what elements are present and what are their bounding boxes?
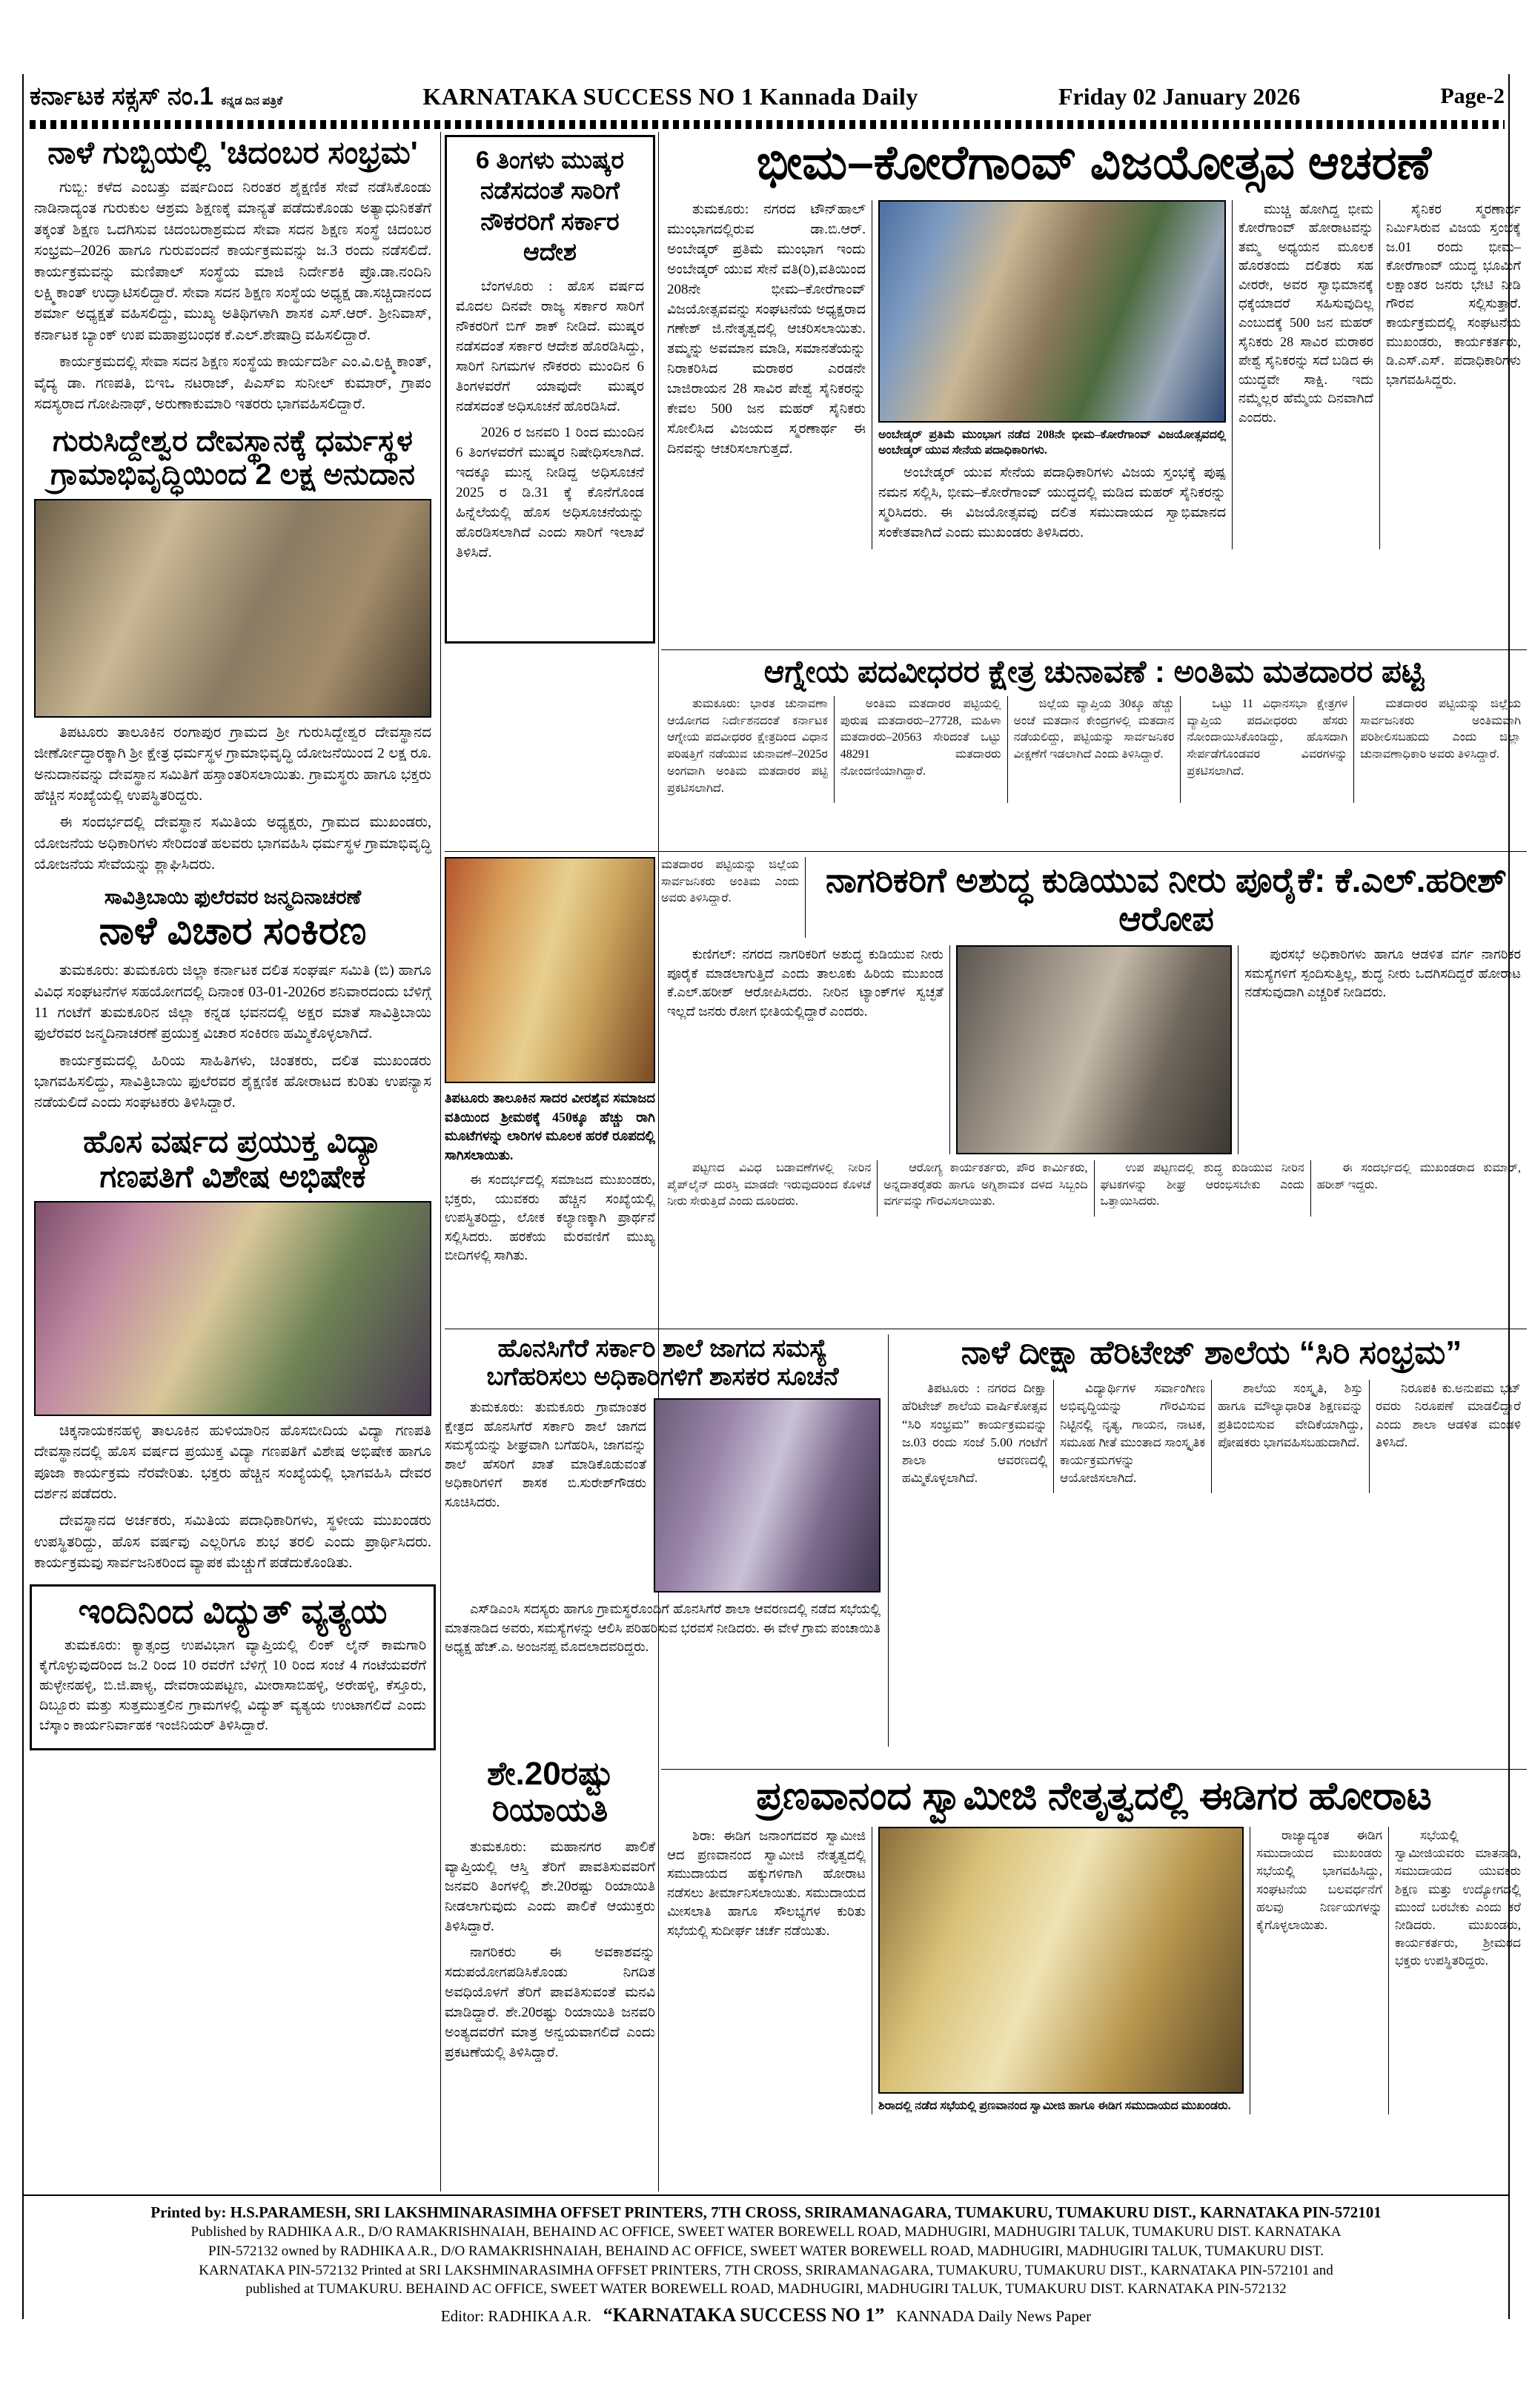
deeksha-col4 — [1369, 1380, 1527, 1493]
honasigere-col2 — [445, 1600, 881, 1657]
agneya-col2 — [834, 696, 1007, 803]
water-bcol3 — [1094, 1160, 1310, 1217]
imprint-footer — [22, 2194, 1510, 2328]
article-transport-strike — [445, 135, 655, 644]
paragraph: ಜಿಲ್ಲೆಯ ವ್ಯಾಪ್ತಿಯ 30ಕ್ಕೂ ಹೆಚ್ಚು ಅಂಚೆ ಮತದಾನ ಕೇಂದ್ರಗಳಲ್ಲಿ ಮತದಾನ ನಡೆಯಲಿದ್ದು, ಪಟ್ಟಿಯನ್ನು ಸಾರ್ವಜನಿಕರ ವೀಕ್ಷಣೆಗೆ ಇಡಲಾಗಿದೆ ಎಂದು ತಿಳಿಸಿದ್ದಾರೆ. — [1013, 698, 1175, 761]
body-ragi-offering — [445, 1089, 655, 1266]
section-rule-1 — [661, 649, 1527, 650]
paragraph: ಮತದಾರರ ಪಟ್ಟಿಯನ್ನು ಜಿಲ್ಲೆಯ ಸಾರ್ವಜನಿಕರು ಅಂತಿಮ ಎಂದು ಅವರು ತಿಳಿಸಿದ್ದಾರೆ. — [661, 859, 799, 905]
bhima-col1 — [661, 200, 872, 549]
agneya-columns — [661, 696, 1527, 803]
paragraph: ತಿಪಟೂರು ತಾಲೂಕಿನ ರಂಗಾಪುರ ಗ್ರಾಮದ ಶ್ರೀ ಗುರುಸಿದ್ದೇಶ್ವರ ದೇವಸ್ಥಾನದ ಜೀರ್ಣೋದ್ಧಾರಕ್ಕಾಗಿ ಶ್ರೀ ಕ್ಷೇತ್ರ ಧರ್ಮಸ್ಥಳ ಗ್ರಾಮಾಭಿವೃದ್ಧಿ ಯೋಜನೆಯಿಂದ 2 ಲಕ್ಷ ರೂ. ಅನುದಾನವನ್ನು ದೇವಸ್ಥಾನ ಸಮಿತಿಗೆ ಹಸ್ತಾಂತರಿಸಲಾಯಿತು. ಗ್ರಾಮಸ್ಥರು ಹಾಗೂ ಭಕ್ತರು ಹೆಚ್ಚಿನ ಸಂಖ್ಯೆಯಲ್ಲಿ ಉಪಸ್ಥಿತರಿದ್ದರು. — [34, 724, 431, 804]
water-photo-col — [949, 945, 1238, 1154]
paragraph: ಬೆಂಗಳೂರು : ಹೊಸ ವರ್ಷದ ಮೊದಲ ದಿನವೇ ರಾಜ್ಯ ಸರ್ಕಾರ ಸಾರಿಗೆ ನೌಕರರಿಗೆ ಬಿಗ್ ಶಾಕ್ ನೀಡಿದೆ. ಮುಷ್ಕರ ನಡೆಸದಂತೆ ಸರ್ಕಾರ ಆದೇಶ ಹೊರಡಿಸಿದ್ದು, ಸಾರಿಗೆ ನಿಗಮಗಳ ನೌಕರರು ಮುಂದಿನ 6 ತಿಂಗಳವರೆಗೆ ಯಾವುದೇ ಮುಷ್ಕರ ನಡೆಸದಂತೆ ಅಧಿಸೂಚನೆ ಹೊರಡಿಸಿದೆ. — [456, 279, 644, 414]
paragraph: ಮುಚ್ಚಿ ಹೋಗಿದ್ದ ಭೀಮ ಕೋರೆಗಾಂವ್ ಹೋರಾಟವನ್ನು ತಮ್ಮ ಅಧ್ಯಯನ ಮೂಲಕ ಹೊರತಂದು ದಲಿತರು ಸಹ ವೀರರೇ, ಅವರ ಸ್ವಾಭಿಮಾನಕ್ಕೆ ಧಕ್ಕೆಯಾದರೆ ಸಹಿಸುವುದಿಲ್ಲ ಎಂಬುದಕ್ಕೆ 500 ಜನ ಮಹರ್ ಸೈನಿಕರು 28 ಸಾವಿರ ಮರಾಠರ ಪೇಶ್ವೆ ಸೈನಿಕರನ್ನು ಸದೆ ಬಡಿದ ಈ ಯುದ್ಧವೇ ಸಾಕ್ಷಿ. ಇದು ನಮ್ಮೆಲ್ಲರ ಹೆಮ್ಮೆಯ ದಿನವಾಗಿದೆ ಎಂದರು. — [1238, 201, 1373, 425]
paragraph: ಉಪ ಪಟ್ಟಣದಲ್ಲಿ ಶುದ್ಧ ಕುಡಿಯುವ ನೀರಿನ ಘಟಕಗಳನ್ನು ಶೀಘ್ರ ಆರಂಭಿಸಬೇಕು ಎಂದು ಒತ್ತಾಯಿಸಿದರು. — [1100, 1162, 1304, 1208]
paragraph: ಅಂಬೇಡ್ಕರ್ ಯುವ ಸೇನೆಯ ಪದಾಧಿಕಾರಿಗಳು ವಿಜಯ ಸ್ತಂಭಕ್ಕೆ ಪುಷ್ಪ ನಮನ ಸಲ್ಲಿಸಿ, ಭೀಮ–ಕೋರೆಗಾಂವ್ ಯುದ್ಧದಲ್ಲಿ ಮಡಿದ ಮಹರ್ ಸೈನಿಕರನ್ನು ಸ್ಮರಿಸಿದರು. ಈ ವಿಜಯೋತ್ಸವವು ದಲಿತ ಸಮುದಾಯದ ಸ್ವಾಭಿಮಾನದ ಸಂಕೇತವಾಗಿದೆ ಎಂದು ಮುಖಂಡರು ತಿಳಿಸಿದರು. — [878, 464, 1226, 540]
body-vidya-ganapathi — [30, 1416, 436, 1574]
column-rule-2 — [658, 132, 659, 2192]
paper-title: KARNATAKA SUCCESS NO 1 Kannada Daily — [422, 82, 918, 110]
photo-water-meeting — [956, 945, 1233, 1154]
deeksha-col2 — [1053, 1380, 1211, 1493]
honasigere-col1 — [445, 1398, 646, 1592]
agneya-col5 — [1353, 696, 1527, 803]
body-power-cut — [39, 1636, 426, 1736]
headline-pranavananda: ಪ್ರಣವಾನಂದ ಸ್ವಾಮೀಜಿ ನೇತೃತ್ವದಲ್ಲಿ ಈಡಿಗರ ಹೋರಾಟ — [756, 1775, 1432, 1818]
headline-deeksha-siri: ನಾಳೆ ದೀಕ್ಷಾ ಹೆರಿಟೇಜ್ ಶಾಲೆಯ “ಸಿರಿ ಸಂಭ್ರಮ” — [961, 1334, 1462, 1371]
bhima-col3 — [1232, 200, 1379, 549]
paragraph: ಕಾರ್ಯಕ್ರಮದಲ್ಲಿ ಹಿರಿಯ ಸಾಹಿತಿಗಳು, ಚಿಂತಕರು, ದಲಿತ ಮುಖಂಡರು ಭಾಗವಹಿಸಲಿದ್ದು, ಸಾವಿತ್ರಿಬಾಯಿ ಫುಲೆರವರ ಶೈಕ್ಷಣಿಕ ಹೋರಾಟದ ಕುರಿತು ಉಪನ್ಯಾಸ ನಡೆಯಲಿದೆ ಎಂದು ಸಂಘಟಕರು ತಿಳಿಸಿದ್ದಾರೆ. — [34, 1052, 431, 1111]
caption-ragi-truck: ತಿಪಟೂರು ತಾಲೂಕಿನ ಸಾದರ ವೀರಶೈವ ಸಮಾಜದ ವತಿಯಿಂದ ಶ್ರೀಮಠಕ್ಕೆ 450ಕ್ಕೂ ಹೆಚ್ಚು ರಾಗಿ ಮೂಟೆಗಳನ್ನು ಲಾರಿಗಳ ಮೂಲಕ ಹರಕೆ ರೂಪದಲ್ಲಿ ಸಾಗಿಸಲಾಯಿತು. — [445, 1091, 655, 1162]
headline-tax-discount: ಶೇ.20ರಷ್ಟು ರಿಯಾಯತಿ — [486, 1756, 614, 1829]
paragraph: ಪುರಸಭೆ ಅಧಿಕಾರಿಗಳು ಹಾಗೂ ಆಡಳಿತ ವರ್ಗ ನಾಗರಿಕರ ಸಮಸ್ಯೆಗಳಿಗೆ ಸ್ಪಂದಿಸುತ್ತಿಲ್ಲ, ಶುದ್ಧ ನೀರು ಒದಗಿಸದಿದ್ದರೆ ಹೋರಾಟ ನಡೆಸುವುದಾಗಿ ಎಚ್ಚರಿಕೆ ನೀಡಿದರು. — [1244, 947, 1522, 1000]
headline-water-complaint: ನಾಗರಿಕರಿಗೆ ಅಶುದ್ಧ ಕುಡಿಯುವ ನೀರು ಪೂರೈಕೆ: ಕೆ.ಎಲ್.ಹರೀಶ್ ಆರೋಪ — [826, 861, 1507, 938]
headline-chidambara: ನಾಳೆ ಗುಬ್ಬಿಯಲ್ಲಿ 'ಚಿದಂಬರ ಸಂಭ್ರಮ' — [47, 135, 418, 170]
headline-bhima-koregaon: ಭೀಮ–ಕೋರೆಗಾಂವ್ ವಿಜಯೋತ್ಸವ ಆಚರಣೆ — [756, 136, 1432, 189]
pranava-columns — [661, 1827, 1527, 2114]
photo-honasigere-meeting — [654, 1398, 881, 1592]
caption-bhima-photo: ಅಂಬೇಡ್ಕರ್ ಪ್ರತಿಮೆ ಮುಂಭಾಗ ನಡೆದ 208ನೇ ಭೀಮ–ಕೋರೆಗಾಂವ್ ವಿಜಯೋತ್ಸವದಲ್ಲಿ ಅಂಬೇಡ್ಕರ್ ಯುವ ಸೇನೆಯ ಪದಾಧಿಕಾರಿಗಳು. — [878, 428, 1226, 457]
water-head-row — [661, 857, 1527, 938]
masthead-dotted-rule — [30, 120, 1505, 129]
bhima-photo-block — [872, 200, 1232, 549]
imprint-line-1: Printed by: H.S.PARAMESH, SRI LAKSHMINARASIMHA OFFSET PRINTERS, 7TH CROSS, SRIRAMANAGARA, TUMAKURU, TUMAKURU DIST., KARNATAKA PIN-572101 — [150, 2203, 1382, 2221]
water-col1 — [661, 945, 949, 1154]
bhima-col2 — [878, 463, 1226, 543]
paragraph: ಅಂತಿಮ ಮತದಾರರ ಪಟ್ಟಿಯಲ್ಲಿ ಪುರುಷ ಮತದಾರರು–27728, ಮಹಿಳಾ ಮತದಾರರು–20563 ಸೇರಿದಂತೆ ಒಟ್ಟು 48291 ಮತದಾರರು ನೋಂದಣಿಯಾಗಿದ್ದಾರೆ. — [840, 698, 1001, 778]
water-stub-col — [661, 857, 806, 938]
pranava-col2 — [1250, 1827, 1388, 2114]
article-tax-discount — [445, 1751, 655, 2190]
water-bcol2 — [877, 1160, 1093, 1217]
masthead — [30, 76, 1505, 117]
article-deeksha-siri — [888, 1334, 1527, 1747]
paragraph: ತುಮಕೂರು: ಕ್ಯಾತ್ಸಂದ್ರ ಉಪವಿಭಾಗ ವ್ಯಾಪ್ತಿಯಲ್ಲಿ ಲಿಂಕ್ ಲೈನ್ ಕಾಮಗಾರಿ ಕೈಗೊಳ್ಳುವುದರಿಂದ ಜ.2 ರಿಂದ 10 ರವರೆಗೆ ಬೆಳಿಗ್ಗೆ 10 ರಿಂದ ಸಂಜೆ 4 ಗಂಟೆಯವರೆಗೆ ಹುಳ್ಳೇನಹಳ್ಳಿ, ಬಿ.ಜಿ.ಪಾಳ್ಯ, ದೇವರಾಯಪಟ್ಟಣ, ಮೀರಾಸಾಬಿಹಳ್ಳಿ, ಅರೇಹಳ್ಳಿ, ಕೆಸ್ತೂರು, ದಿಬ್ಬೂರು ಮತ್ತು ಸುತ್ತಮುತ್ತಲಿನ ಗ್ರಾಮಗಳಲ್ಲಿ ವಿದ್ಯುತ್ ವ್ಯತ್ಯಯ ಉಂಟಾಗಲಿದೆ ಎಂದು ಬೆಸ್ಕಾಂ ಕಾರ್ಯನಿರ್ವಾಹಕ ಇಂಜಿನಿಯರ್ ತಿಳಿಸಿದ್ದಾರೆ. — [39, 1638, 426, 1734]
paper-type-footer: KANNADA Daily News Paper — [896, 2306, 1092, 2325]
paragraph: ಈ ಸಂದರ್ಭದಲ್ಲಿ ದೇವಸ್ಥಾನ ಸಮಿತಿಯ ಅಧ್ಯಕ್ಷರು, ಗ್ರಾಮದ ಮುಖಂಡರು, ಯೋಜನೆಯ ಅಧಿಕಾರಿಗಳು ಸೇರಿದಂತೆ ಹಲವರು ಭಾಗವಹಿಸಿ ಧರ್ಮಸ್ಥಳ ಗ್ರಾಮಾಭಿವೃದ್ಧಿ ಯೋಜನೆಯ ಸೇವೆಯನ್ನು ಶ್ಲಾಘಿಸಿದರು. — [34, 814, 431, 873]
body-savitribai — [30, 960, 436, 1114]
article-savitribai — [30, 886, 436, 1114]
article-vidya-ganapathi — [30, 1124, 436, 1574]
article-chidambara — [30, 135, 436, 414]
left-column — [30, 132, 436, 1750]
paragraph: ಸಭೆಯಲ್ಲಿ ಸ್ವಾಮೀಜಿಯವರು ಮಾತನಾಡಿ, ಸಮುದಾಯದ ಯುವಕರು ಶಿಕ್ಷಣ ಮತ್ತು ಉದ್ಯೋಗದಲ್ಲಿ ಮುಂದೆ ಬರಬೇಕು ಎಂದು ಕರೆ ನೀಡಿದರು. ಮುಖಂಡರು, ಕಾರ್ಯಕರ್ತರು, ಶ್ರೀಮಠದ ಭಕ್ತರು ಉಪಸ್ಥಿತರಿದ್ದರು. — [1395, 1828, 1521, 1968]
pranava-photo-block — [872, 1827, 1250, 2114]
water-bottom-row — [661, 1160, 1527, 1217]
article-bhima-koregaon — [661, 136, 1527, 648]
article-agneya-election — [661, 654, 1527, 850]
paragraph: ಕಾರ್ಯಕ್ರಮದಲ್ಲಿ ಸೇವಾ ಸದನ ಶಿಕ್ಷಣ ಸಂಸ್ಥೆಯ ಕಾರ್ಯದರ್ಶಿ ಎಂ.ವಿ.ಲಕ್ಷ್ಮಿಕಾಂತ್, ವೈದ್ಯ ಡಾ. ಗಣಪತಿ, ಬಿಇಒ ನಟರಾಜ್, ಪಿಎಸ್‌ಐ ಸುನೀಲ್ ಕುಮಾರ್, ಗ್ರಾಪಂ ಸದಸ್ಯರಾದ ಗೋಪಿನಾಥ್, ಅರುಣಾಕುಮಾರಿ ಇತರರು ಭಾಗವಹಿಸಲಿದ್ದಾರೆ. — [34, 354, 431, 412]
photo-bhima-gathering — [878, 200, 1226, 423]
paragraph: ಗುಬ್ಬಿ: ಕಳೆದ ಎಂಬತ್ತು ವರ್ಷದಿಂದ ನಿರಂತರ ಶೈಕ್ಷಣಿಕ ಸೇವೆ ನಡೆಸಿಕೊಂಡು ನಾಡಿನಾದ್ಯಂತ ಗುರುಕುಲ ಆಶ್ರಮ ಶಿಕ್ಷಣಕ್ಕೆ ಮಾನ್ಯತೆ ಪಡೆದುಕೊಂಡು ಅತ್ಯಾಧುನಿಕತೆಗೆ ತಕ್ಕಂತೆ ಶಿಕ್ಷಣ ಒದಗಿಸುವ ಚಿದಂಬರಾಶ್ರಮದ ಸೇವಾ ಸದನ ಶಿಕ್ಷಣ ಸಂಸ್ಥೆ ಚಿದಂಬರ ಸಂಭ್ರಮ–2026 ಹಾಗೂ ಗುರುವಂದನೆ ಕಾರ್ಯಕ್ರಮವನ್ನು ಜ.3 ರಂದು ನಡೆಸಲಿದೆ. ಕಾರ್ಯಕ್ರಮವನ್ನು ಮಣಿಪಾಲ್ ಸಂಸ್ಥೆಯ ಮಾಜಿ ನಿರ್ದೇಶಕಿ ಪ್ರೊ.ಡಾ.ನಂದಿನಿ ಲಕ್ಷ್ಮಿಕಾಂತ್ ಉದ್ಘಾಟಿಸಲಿದ್ದಾರೆ. ಸೇವಾ ಸದನ ಶಿಕ್ಷಣ ಸಂಸ್ಥೆಯ ಅಧ್ಯಕ್ಷ ಡಾ.ಸಚ್ಚಿದಾನಂದ ಶರ್ಮಾ ಅಧ್ಯಕ್ಷತೆ ವಹಿಸಲಿದ್ದು, ಮುಖ್ಯ ಅತಿಥಿಗಳಾಗಿ ಶಾಸಕ ಎಸ್.ಆರ್. ಶ್ರೀನಿವಾಸ್, ಕರ್ನಾಟಕ ಬ್ಯಾಂಕ್ ಉಪ ಮಹಾಪ್ರಬಂಧಕ ಕೆ.ಎಲ್.ಶೇಷಾದ್ರಿ ವಹಿಸಲಿದ್ದಾರೆ. — [34, 179, 431, 343]
pranava-col1 — [661, 1827, 872, 2114]
paragraph: ತುಮಕೂರು: ನಗರದ ಟೌನ್‌ಹಾಲ್ ಮುಂಭಾಗದಲ್ಲಿರುವ ಡಾ.ಬಿ.ಆರ್. ಅಂಬೇಡ್ಕರ್ ಪ್ರತಿಮೆ ಮುಂಭಾಗ ಇಂದು ಅಂಬೇಡ್ಕರ್ ಯುವ ಸೇನೆ ವತಿ(ರಿ),ವತಿಯಿಂದ 208ನೇ ಭೀಮ–ಕೋರೆಗಾಂವ್ ವಿಜಯೋತ್ಸವವನ್ನು ಸಂಘಟನೆಯ ಅಧ್ಯಕ್ಷರಾದ ಗಣೇಶ್ ಜಿ.ನೇತೃತ್ವದಲ್ಲಿ ಆಚರಿಸಲಾಯಿತು. ತಮ್ಮನ್ನು ಅವಮಾನ ಮಾಡಿ, ಸಮಾನತೆಯನ್ನು ನಿರಾಕರಿಸಿದ ಮರಾಠರ ಎರಡನೇ ಬಾಜಿರಾಯನ 28 ಸಾವಿರ ಪೇಶ್ವೆ ಸೈನಿಕರನ್ನು ಕೇವಲ 500 ಜನ ಮಹರ್ ಸೈನಿಕರು ಸೋಲಿಸಿದ ವಿಜಯದ ಸ್ಮರಣಾರ್ಥ ಈ ದಿನವನ್ನು ಆಚರಿಸಲಾಗುತ್ತದೆ. — [667, 201, 866, 457]
paragraph: ಈ ಸಂದರ್ಭದಲ್ಲಿ ಸಮಾಜದ ಮುಖಂಡರು, ಭಕ್ತರು, ಯುವಕರು ಹೆಚ್ಚಿನ ಸಂಖ್ಯೆಯಲ್ಲಿ ಉಪಸ್ಥಿತರಿದ್ದು, ಲೋಕ ಕಲ್ಯಾಣಕ್ಕಾಗಿ ಪ್ರಾರ್ಥನೆ ಸಲ್ಲಿಸಿದರು. ಹರಕೆಯ ಮೆರವಣಿಗೆ ಮುಖ್ಯ ಬೀದಿಗಳಲ್ಲಿ ಸಾಗಿತು. — [445, 1172, 655, 1263]
paragraph: ಶಾಲೆಯ ಸಂಸ್ಕೃತಿ, ಶಿಸ್ತು ಹಾಗೂ ಮೌಲ್ಯಾಧಾರಿತ ಶಿಕ್ಷಣವನ್ನು ಪ್ರತಿಬಿಂಬಿಸುವ ವೇದಿಕೆಯಾಗಿದ್ದು, ಪೋಷಕರು ಭಾಗವಹಿಸಬಹುದಾಗಿದೆ. — [1218, 1381, 1363, 1449]
deeksha-col1 — [896, 1380, 1053, 1493]
agneya-col3 — [1007, 696, 1181, 803]
body-transport-strike — [456, 277, 644, 563]
paragraph: ಈ ಸಂದರ್ಭದಲ್ಲಿ ಮುಖಂಡರಾದ ಕುಮಾರ್, ಹರೀಶ್ ಇದ್ದರು. — [1316, 1162, 1521, 1191]
bhima-columns — [661, 200, 1527, 549]
water-bcol4 — [1310, 1160, 1527, 1217]
caption-pranava-photo: ಶಿರಾದಲ್ಲಿ ನಡೆದ ಸಭೆಯಲ್ಲಿ ಪ್ರಣವಾನಂದ ಸ್ವಾಮೀಜಿ ಹಾಗೂ ಈಡಿಗ ಸಮುದಾಯದ ಮುಖಂಡರು. — [878, 2100, 1231, 2113]
headline-savitribai: ನಾಳೆ ವಿಚಾರ ಸಂಕಿರಣ — [99, 909, 367, 953]
paragraph: ಚಿಕ್ಕನಾಯಕನಹಳ್ಳಿ ತಾಲೂಕಿನ ಹುಳಿಯಾರಿನ ಹೊಸಬೀದಿಯ ವಿದ್ಯಾ ಗಣಪತಿ ದೇವಸ್ಥಾನದಲ್ಲಿ ಹೊಸ ವರ್ಷದ ಪ್ರಯುಕ್ತ ವಿದ್ಯಾ ಗಣಪತಿಗೆ ವಿಶೇಷ ಅಭಿಷೇಕ ಹಾಗೂ ಪೂಜಾ ಕಾರ್ಯಕ್ರಮ ನೆರವೇರಿತು. ಭಕ್ತರು ಹೆಚ್ಚಿನ ಸಂಖ್ಯೆಯಲ್ಲಿ ಭಾಗವಹಿಸಿ ದೇವರ ದರ್ಶನ ಪಡೆದರು. — [34, 1422, 431, 1503]
paragraph: ತುಮಕೂರು: ಭಾರತ ಚುನಾವಣಾ ಆಯೋಗದ ನಿರ್ದೇಶನದಂತೆ ಕರ್ನಾಟಕ ಆಗ್ನೇಯ ಪದವೀಧರರ ಕ್ಷೇತ್ರದಿಂದ ವಿಧಾನ ಪರಿಷತ್ತಿಗೆ ನಡೆಯುವ ಚುನಾವಣೆ–2025ರ ಅಂಗವಾಗಿ ಅಂತಿಮ ಮತದಾರರ ಪಟ್ಟಿ ಪ್ರಕಟಿಸಲಾಗಿದೆ. — [667, 698, 828, 795]
imprint-line-3: PIN-572132 owned by RADHIKA A.R., D/O RAMAKRISHNAIAH, BEHAIND AC OFFICE, SWEET WATER BOREWELL ROAD, MADHUGIRI, MADHUGIRI TALUK, TUMAKURU DIST. — [208, 2243, 1324, 2259]
issue-date: Friday 02 January 2026 — [1058, 82, 1301, 110]
paper-brand-footer: “KARNATAKA SUCCESS NO 1” — [603, 2303, 885, 2326]
photo-ragi-truck — [445, 857, 655, 1083]
body-chidambara — [30, 177, 436, 414]
paragraph: ಸೈನಿಕರ ಸ್ಮರಣಾರ್ಥ ನಿರ್ಮಿಸಿರುವ ವಿಜಯ ಸ್ತಂಭಕ್ಕೆ ಜ.01 ರಂದು ಭೀಮ–ಕೋರೆಗಾಂವ್ ಯುದ್ಧ ಭೂಮಿಗೆ ಲಕ್ಷಾಂತರ ಜನರು ಭೇಟಿ ನೀಡಿ ಗೌರವ ಸಲ್ಲಿಸುತ್ತಾರೆ. ಕಾರ್ಯಕ್ರಮದಲ್ಲಿ ಸಂಘಟನೆಯ ಮುಖಂಡರು, ಕಾರ್ಯಕರ್ತರು, ಡಿ.ಎಸ್.ಎಸ್. ಪದಾಧಿಕಾರಿಗಳು ಭಾಗವಹಿಸಿದ್ದರು. — [1386, 201, 1521, 387]
agneya-col4 — [1180, 696, 1353, 803]
water-col2 — [1238, 945, 1527, 1154]
photo-ganapathi-abhisheka — [34, 1201, 431, 1416]
editor-name: Editor: RADHIKA A.R. — [440, 2306, 591, 2325]
photo-pranava-meeting — [878, 1827, 1244, 2094]
headline-power-cut: ಇಂದಿನಿಂದ ವಿದ್ಯುತ್ ವ್ಯತ್ಯಯ — [78, 1591, 388, 1630]
body-gurusiddeshwara — [30, 718, 436, 876]
article-water-complaint — [661, 857, 1527, 1326]
paragraph: ಆರೋಗ್ಯ ಕಾರ್ಯಕರ್ತರು, ಪೌರ ಕಾರ್ಮಿಕರು, ಅನ್ನದಾತರೈತರು ಹಾಗೂ ಅಗ್ನಿಶಾಮಕ ದಳದ ಸಿಬ್ಬಂದಿ ವರ್ಗವನ್ನು ಗೌರವಿಸಲಾಯಿತು. — [883, 1162, 1088, 1208]
agneya-col1 — [661, 696, 834, 803]
imprint-line-4: KARNATAKA PIN-572132 Printed at SRI LAKSHMINARASIMHA OFFSET PRINTERS, 7TH CROSS, SRIRAMANAGARA, TUMAKURU, TUMAKURU DIST., KARNATAKA PIN-572101 and — [199, 2262, 1333, 2278]
brand-block — [30, 82, 282, 111]
paragraph: ತುಮಕೂರು: ಮಹಾನಗರ ಪಾಲಿಕೆ ವ್ಯಾಪ್ತಿಯಲ್ಲಿ ಆಸ್ತಿ ತೆರಿಗೆ ಪಾವತಿಸುವವರಿಗೆ ಜನವರಿ ತಿಂಗಳಲ್ಲಿ ಶೇ.20ರಷ್ಟು ರಿಯಾಯಿತಿ ನೀಡಲಾಗುವುದು ಎಂದು ಪಾಲಿಕೆ ಆಯುಕ್ತರು ತಿಳಿಸಿದ್ದಾರೆ. — [445, 1839, 655, 1935]
headline-vidya-ganapathi: ಹೊಸ ವರ್ಷದ ಪ್ರಯುಕ್ತ ವಿದ್ಯಾ ಗಣಪತಿಗೆ ವಿಶೇಷ ಅಭಿಷೇಕ — [83, 1123, 382, 1194]
kicker-savitribai: ಸಾವಿತ್ರಿಬಾಯಿ ಫುಲೆರವರ ಜನ್ಮದಿನಾಚರಣೆ — [104, 885, 362, 908]
honasigere-row — [445, 1398, 881, 1592]
imprint-line-5: published at TUMAKURU. BEHAIND AC OFFICE, SWEET WATER BOREWELL ROAD, MADHUGIRI, MADHUGIRI TALUK, TUMAKURU DIST. KARNATAKA PIN-572132 — [245, 2281, 1287, 2298]
paragraph: ತುಮಕೂರು: ತುಮಕೂರು ಗ್ರಾಮಾಂತರ ಕ್ಷೇತ್ರದ ಹೊನಸಿಗೆರೆ ಸರ್ಕಾರಿ ಶಾಲೆ ಜಾಗದ ಸಮಸ್ಯೆಯನ್ನು ಶೀಘ್ರವಾಗಿ ಬಗೆಹರಿಸಿ, ಜಾಗವನ್ನು ಶಾಲೆ ಹೆಸರಿಗೆ ಖಾತೆ ಮಾಡಿಕೊಡುವಂತೆ ಅಧಿಕಾರಿಗಳಿಗೆ ಶಾಸಕ ಬಿ.ಸುರೇಶ್‌ಗೌಡರು ಸೂಚಿಸಿದರು. — [445, 1400, 646, 1509]
headline-gurusiddeshwara: ಗುರುಸಿದ್ದೇಶ್ವರ ದೇವಸ್ಥಾನಕ್ಕೆ ಧರ್ಮಸ್ಥಳ ಗ್ರಾಮಾಭಿವೃದ್ಧಿಯಿಂದ 2 ಲಕ್ಷ ಅನುದಾನ — [50, 425, 415, 492]
section-rule-2 — [445, 851, 1527, 852]
paragraph: ರಾಜ್ಯಾದ್ಯಂತ ಈಡಿಗ ಸಮುದಾಯದ ಮುಖಂಡರು ಸಭೆಯಲ್ಲಿ ಭಾಗವಹಿಸಿದ್ದು, ಸಂಘಟನೆಯ ಬಲವರ್ಧನೆಗೆ ಹಲವು ನಿರ್ಣಯಗಳನ್ನು ಕೈಗೊಳ್ಳಲಾಯಿತು. — [1256, 1828, 1382, 1932]
paragraph: ನಿರೂಪಕಿ ಕು.ಅನುಪಮ ಭಟ್ ರವರು ನಿರೂಪಣೆ ಮಾಡಲಿದ್ದಾರೆ ಎಂದು ಶಾಲಾ ಆಡಳಿತ ಮಂಡಳಿ ತಿಳಿಸಿದೆ. — [1376, 1381, 1521, 1449]
article-pranavananda — [661, 1775, 1527, 2190]
pranava-col3 — [1388, 1827, 1527, 2114]
brand-subtitle: ಕನ್ನಡ ದಿನ ಪತ್ರಿಕೆ — [221, 94, 283, 108]
paragraph: ನಾಗರಿಕರು ಈ ಅವಕಾಶವನ್ನು ಸದುಪಯೋಗಪಡಿಸಿಕೊಂಡು ನಿಗದಿತ ಅವಧಿಯೊಳಗೆ ತೆರಿಗೆ ಪಾವತಿಸುವಂತೆ ಮನವಿ ಮಾಡಿದ್ದಾರೆ. ಶೇ.20ರಷ್ಟು ರಿಯಾಯಿತಿ ಜನವರಿ ಅಂತ್ಯದವರೆಗೆ ಮಾತ್ರ ಅನ್ವಯವಾಗಲಿದೆ ಎಂದು ಪ್ರಕಟಣೆಯಲ್ಲಿ ತಿಳಿಸಿದ್ದಾರೆ. — [445, 1945, 655, 2061]
water-bcol1 — [661, 1160, 877, 1217]
article-ragi-offering — [445, 857, 655, 1326]
paragraph: ಒಟ್ಟು 11 ವಿಧಾನಸಭಾ ಕ್ಷೇತ್ರಗಳ ವ್ಯಾಪ್ತಿಯ ಪದವೀಧರರು ಹೆಸರು ನೋಂದಾಯಿಸಿಕೊಂಡಿದ್ದು, ಹೊಸದಾಗಿ ಸೇರ್ಪಡೆಗೊಂಡವರ ವಿವರಗಳನ್ನು ಪ್ರಕಟಿಸಲಾಗಿದೆ. — [1187, 698, 1348, 778]
section-rule-4 — [661, 1769, 1527, 1770]
paragraph: ತಿಪಟೂರು : ನಗರದ ದೀಕ್ಷಾ ಹೆರಿಟೇಜ್ ಶಾಲೆಯ ವಾರ್ಷಿಕೋತ್ಸವ “ಸಿರಿ ಸಂಭ್ರಮ” ಕಾರ್ಯಕ್ರಮವನ್ನು ಜ.03 ರಂದು ಸಂಜೆ 5.00 ಗಂಟೆಗೆ ಶಾಲಾ ಆವರಣದಲ್ಲಿ ಹಮ್ಮಿಕೊಳ್ಳಲಾಗಿದೆ. — [902, 1381, 1047, 1485]
column-rule-1 — [440, 132, 441, 2192]
bhima-col4 — [1379, 200, 1527, 549]
imprint-editor-line — [22, 2302, 1510, 2328]
article-gurusiddeshwara — [30, 425, 436, 875]
paragraph: ಕುಣಿಗಲ್: ನಗರದ ನಾಗರಿಕರಿಗೆ ಅಶುದ್ಧ ಕುಡಿಯುವ ನೀರು ಪೂರೈಕೆ ಮಾಡಲಾಗುತ್ತಿದೆ ಎಂದು ತಾಲೂಕು ಹಿರಿಯ ಮುಖಂಡ ಕೆ.ಎಲ್.ಹರೀಶ್ ಆರೋಪಿಸಿದರು. ನೀರಿನ ಟ್ಯಾಂಕ್‌ಗಳ ಸ್ವಚ್ಛತೆ ಇಲ್ಲದೆ ಜನರು ರೋಗ ಭೀತಿಯಲ್ಲಿದ್ದಾರೆ ಎಂದರು. — [667, 947, 944, 1019]
paragraph: ದೇವಸ್ಥಾನದ ಅರ್ಚಕರು, ಸಮಿತಿಯ ಪದಾಧಿಕಾರಿಗಳು, ಸ್ಥಳೀಯ ಮುಖಂಡರು ಉಪಸ್ಥಿತರಿದ್ದು, ಹೊಸ ವರ್ಷವು ಎಲ್ಲರಿಗೂ ಶುಭ ತರಲಿ ಎಂದು ಪ್ರಾರ್ಥಿಸಿದರು. ಕಾರ್ಯಕ್ರಮವು ಸಾರ್ವಜನಿಕರಿಂದ ವ್ಯಾಪಕ ಮೆಚ್ಚುಗೆ ಪಡೆದುಕೊಂಡಿತು. — [34, 1512, 431, 1572]
page-number: Page-2 — [1440, 84, 1505, 108]
paragraph: ತುಮಕೂರು: ತುಮಕೂರು ಜಿಲ್ಲಾ ಕರ್ನಾಟಕ ದಲಿತ ಸಂಘರ್ಷ ಸಮಿತಿ (ಬಿ) ಹಾಗೂ ವಿವಿಧ ಸಂಘಟನೆಗಳ ಸಹಯೋಗದಲ್ಲಿ ದಿನಾಂಕ 03-01-2026ರ ಶನಿವಾರದಂದು ಬೆಳಿಗ್ಗೆ 11 ಗಂಟೆಗೆ ತುಮಕೂರಿನ ಜಿಲ್ಲಾ ಕನ್ನಡ ಭವನದಲ್ಲಿ ಅಕ್ಷರ ಮಾತೆ ಸಾವಿತ್ರಿಬಾಯಿ ಫುಲೆರವರ ಜನ್ಮದಿನಾಚರಣೆ ಪ್ರಯುಕ್ತ ವಿಚಾರ ಸಂಕಿರಣ ಹಮ್ಮಿಕೊಳ್ಳಲಾಗಿದೆ. — [34, 962, 431, 1042]
paragraph: 2026 ರ ಜನವರಿ 1 ರಿಂದ ಮುಂದಿನ 6 ತಿಂಗಳವರೆಗೆ ಮುಷ್ಕರ ನಿಷೇಧಿಸಲಾಗಿದೆ. ಇದಕ್ಕೂ ಮುನ್ನ ನೀಡಿದ್ದ ಅಧಿಸೂಚನೆ 2025 ರ ಡಿ.31 ಕ್ಕೆ ಕೊನೆಗೊಂಡ ಹಿನ್ನೆಲೆಯಲ್ಲಿ ಹೊಸ ಅಧಿಸೂಚನೆಯನ್ನು ಹೊರಡಿಸಲಾಗಿದೆ ಎಂದು ಸಾರಿಗೆ ಇಲಾಖೆ ತಿಳಿಸಿದೆ. — [456, 424, 644, 560]
page-left-rule — [22, 74, 24, 2319]
photo-temple-grant — [34, 499, 431, 718]
brand-kannada: ಕರ್ನಾಟಕ ಸಕ್ಸಸ್ ನಂ.1 — [30, 82, 214, 110]
paragraph: ಶಿರಾ: ಈಡಿಗ ಜನಾಂಗದವರ ಸ್ವಾಮೀಜಿ ಆದ ಪ್ರಣವಾನಂದ ಸ್ವಾಮೀಜಿ ನೇತೃತ್ವದಲ್ಲಿ ಸಮುದಾಯದ ಹಕ್ಕುಗಳಿಗಾಗಿ ಹೋರಾಟ ನಡೆಸಲು ತೀರ್ಮಾನಿಸಲಾಯಿತು. ಸಮುದಾಯದ ಮೀಸಲಾತಿ ಹಾಗೂ ಸೌಲಭ್ಯಗಳ ಕುರಿತು ಸಭೆಯಲ್ಲಿ ಸುದೀರ್ಘ ಚರ್ಚೆ ನಡೆಯಿತು. — [667, 1828, 866, 1938]
body-tax-discount — [445, 1838, 655, 2064]
paragraph: ಎಸ್‌ಡಿಎಂಸಿ ಸದಸ್ಯರು ಹಾಗೂ ಗ್ರಾಮಸ್ಥರೊಂದಿಗೆ ಹೊನಸಿಗೆರೆ ಶಾಲಾ ಆವರಣದಲ್ಲಿ ನಡೆದ ಸಭೆಯಲ್ಲಿ ಮಾತನಾಡಿದ ಅವರು, ಸಮಸ್ಯೆಗಳನ್ನು ಆಲಿಸಿ ಪರಿಹರಿಸುವ ಭರವಸೆ ನೀಡಿದರು. ಈ ವೇಳೆ ಗ್ರಾಮ ಪಂಚಾಯಿತಿ ಅಧ್ಯಕ್ಷ ಹೆಚ್.ಎ. ಅಂಜನಪ್ಪ ಮೊದಲಾದವರಿದ್ದರು. — [445, 1601, 881, 1655]
headline-transport-strike: 6 ತಿಂಗಳು ಮುಷ್ಕರ ನಡೆಸದಂತೆ ಸಾರಿಗೆ ನೌಕರರಿಗೆ ಸರ್ಕಾರ ಆದೇಶ — [476, 146, 624, 265]
article-honasigere-school — [445, 1334, 881, 1744]
paragraph: ವಿದ್ಯಾರ್ಥಿಗಳ ಸರ್ವಾಂಗೀಣ ಅಭಿವೃದ್ಧಿಯನ್ನು ಗೌರವಿಸುವ ನಿಟ್ಟಿನಲ್ಲಿ ನೃತ್ಯ, ಗಾಯನ, ನಾಟಕ, ಸಮೂಹ ಗೀತೆ ಮುಂತಾದ ಸಾಂಸ್ಕೃತಿಕ ಕಾರ್ಯಕ್ರಮಗಳನ್ನು ಆಯೋಜಿಸಲಾಗಿದೆ. — [1060, 1381, 1205, 1485]
headline-honasigere-school: ಹೊನಸಿಗೆರೆ ಸರ್ಕಾರಿ ಶಾಲೆ ಜಾಗದ ಸಮಸ್ಯೆ ಬಗೆಹರಿಸಲು ಅಧಿಕಾರಿಗಳಿಗೆ ಶಾಸಕರ ಸೂಚನೆ — [486, 1334, 839, 1392]
paragraph: ಪಟ್ಟಣದ ವಿವಿಧ ಬಡಾವಣೆಗಳಲ್ಲಿ ನೀರಿನ ಪೈಪ್‌ಲೈನ್ ದುರಸ್ತಿ ಮಾಡದೇ ಇರುವುದರಿಂದ ಕೊಳಚೆ ನೀರು ಸೇರುತ್ತಿದೆ ಎಂದು ದೂರಿದರು. — [667, 1162, 872, 1208]
headline-agneya-election: ಆಗ್ನೇಯ ಪದವೀಧರರ ಕ್ಷೇತ್ರ ಚುನಾವಣೆ : ಅಂತಿಮ ಮತದಾರರ ಪಟ್ಟಿ — [763, 654, 1425, 689]
water-mid-row — [661, 945, 1527, 1154]
deeksha-columns — [896, 1380, 1527, 1493]
imprint-line-2: Published by RADHIKA A.R., D/O RAMAKRISHNAIAH, BEHAIND AC OFFICE, SWEET WATER BOREWELL ROAD, MADHUGIRI, MADHUGIRI TALUK, TUMAKURU DIST. KARNATAKA — [190, 2224, 1342, 2240]
deeksha-col3 — [1211, 1380, 1369, 1493]
article-power-cut — [30, 1584, 436, 1750]
paragraph: ಮತದಾರರ ಪಟ್ಟಿಯನ್ನು ಜಿಲ್ಲೆಯ ಸಾರ್ವಜನಿಕರು ಅಂತಿಮವಾಗಿ ಪರಿಶೀಲಿಸಬಹುದು ಎಂದು ಜಿಲ್ಲಾ ಚುನಾವಣಾಧಿಕಾರಿ ಅವರು ತಿಳಿಸಿದ್ದಾರೆ. — [1360, 698, 1521, 761]
